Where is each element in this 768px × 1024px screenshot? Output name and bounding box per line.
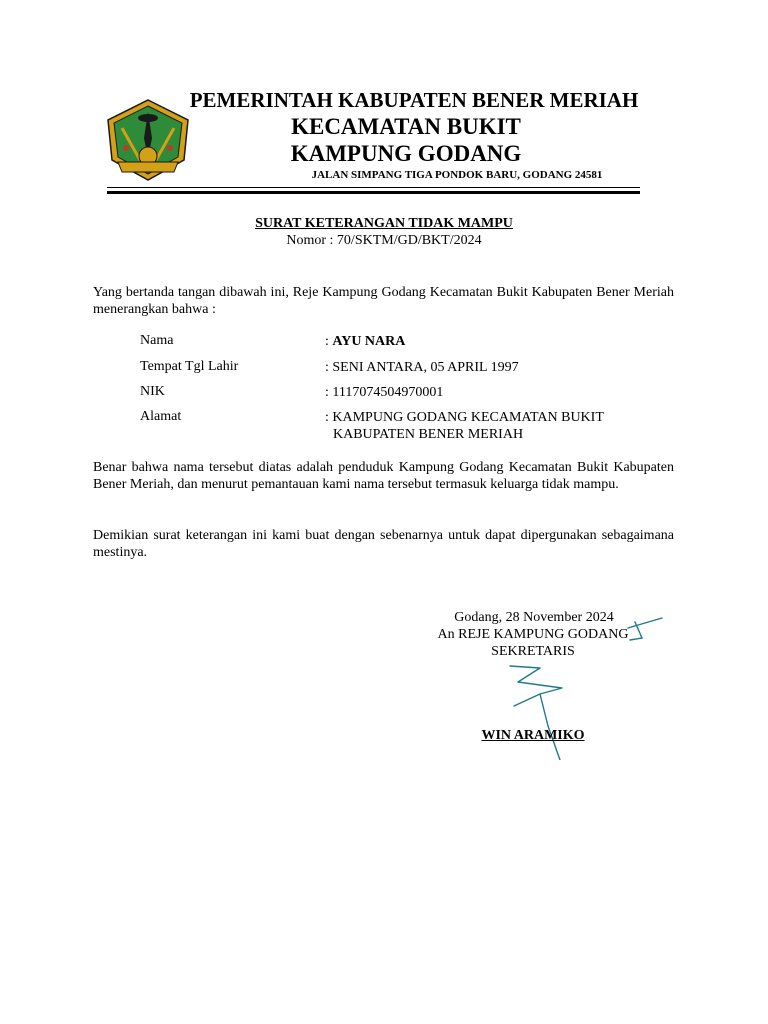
field-value-name <box>325 333 405 350</box>
address-line-1: : KAMPUNG GODANG KECAMATAN BUKIT <box>325 410 604 425</box>
closing-paragraph: Demikian surat keterangan ini kami buat dengan sebenarnya untuk dapat dipergunakan sebagaimana mestinya. <box>93 528 674 560</box>
signature-date: Godang, 28 November 2024 <box>454 610 614 625</box>
letterhead-government: PEMERINTAH KABUPATEN BENER MERIAH <box>189 88 639 112</box>
letterhead-address: JALAN SIMPANG TIGA PONDOK BARU, GODANG 24581 <box>311 169 603 181</box>
opening-paragraph: Yang bertanda tangan dibawah ini, Reje Kampung Godang Kecamatan Bukit Kabupaten Bener Meriah menerangkan bahwa : <box>93 285 674 317</box>
field-name-text: AYU NARA <box>332 334 406 349</box>
signature-role-secretary: SEKRETARIS <box>491 644 575 659</box>
field-label-name: Nama <box>140 333 174 348</box>
field-value-nik: : 1117074504970001 <box>325 385 444 400</box>
field-value-birth: : SENI ANTARA, 05 APRIL 1997 <box>325 360 519 375</box>
letterhead-district: KECAMATAN BUKIT <box>291 114 521 139</box>
field-label-nik: NIK <box>140 384 165 399</box>
letterhead-village: KAMPUNG GODANG <box>290 141 522 166</box>
field-label-birth: Tempat Tgl Lahir <box>140 359 239 374</box>
signatory-name: WIN ARAMIKO <box>481 728 585 743</box>
letterhead-divider-thin <box>107 187 640 188</box>
signature-role: An REJE KAMPUNG GODANG <box>437 627 629 642</box>
field-colon: : <box>325 334 333 349</box>
field-value-address <box>325 409 604 443</box>
letterhead-divider-thick <box>107 191 640 194</box>
field-label-address: Alamat <box>140 409 182 424</box>
statement-paragraph: Benar bahwa nama tersebut diatas adalah penduduk Kampung Godang Kecamatan Bukit Kabupaten Bener Meriah, dan menurut pemantauan kami nama tersebut termasuk keluarga tidak mampu. <box>93 460 674 492</box>
letter-title: SURAT KETERANGAN TIDAK MAMPU <box>255 216 513 231</box>
address-line-2: KABUPATEN BENER MERIAH <box>333 427 524 442</box>
letter-number: Nomor : 70/SKTM/GD/BKT/2024 <box>286 233 482 248</box>
